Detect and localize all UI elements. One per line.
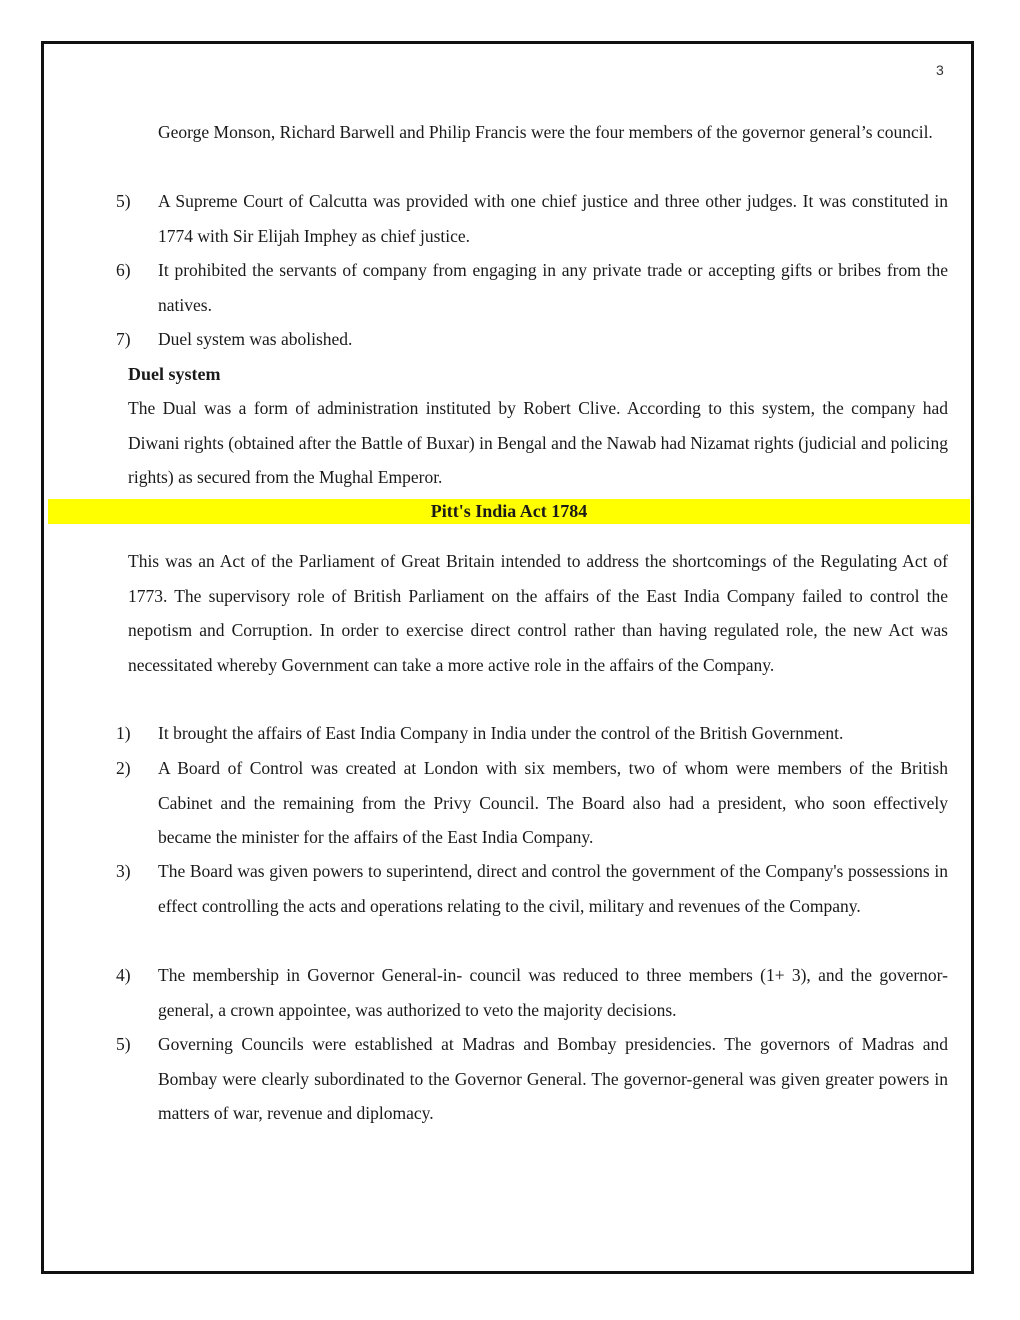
list-item-number: 7) [116, 329, 131, 349]
list-item-number: 1) [116, 723, 131, 743]
list-item-continuation: George Monson, Richard Barwell and Philip Francis were the four members of the governor general’s council. [158, 122, 933, 142]
list-item [116, 253, 948, 322]
list-item [116, 1027, 948, 1131]
list-item-text: Duel system was abolished. [158, 329, 353, 349]
list-item-text: The membership in Governor General-in- council was reduced to three members (1+ 3), and the governor-general, a crown appointee, was authorized to veto the majority decisions. [158, 965, 948, 1020]
list-item-text: It prohibited the servants of company from engaging in any private trade or accepting gifts or bribes from the natives. [158, 260, 948, 315]
list-item [116, 854, 948, 923]
list-item-number: 5) [116, 1034, 131, 1054]
list-item-number: 3) [116, 861, 131, 881]
list-item-number: 5) [116, 191, 131, 211]
list-item [116, 184, 948, 253]
pitts-act-intro-paragraph: This was an Act of the Parliament of Great Britain intended to address the shortcomings of the Regulating Act of 1773. The supervisory role of British Parliament on the affairs of the East India Company failed to control the nepotism and Corruption. In order to exercise direct control rather than having regulated role, the new Act was necessitated whereby Government can take a more active role in the affairs of the Company. [128, 551, 948, 675]
list-item-text: The Board was given powers to superintend, direct and control the government of the Company's possessions in effect controlling the acts and operations relating to the civil, military and revenues of the Company. [158, 861, 948, 916]
list-item [116, 716, 948, 751]
section-title-banner: Pitt's India Act 1784 [48, 499, 970, 524]
list-item-number: 6) [116, 260, 131, 280]
list-item-text: A Supreme Court of Calcutta was provided with one chief justice and three other judges. It was constituted in 1774 with Sir Elijah Imphey as chief justice. [158, 191, 948, 246]
list-item [116, 751, 948, 855]
list-item-text: It brought the affairs of East India Company in India under the control of the British Government. [158, 723, 844, 743]
duel-system-paragraph: The Dual was a form of administration instituted by Robert Clive. According to this system, the company had Diwani rights (obtained after the Battle of Buxar) in Bengal and the Nawab had Nizamat rights (judicial and policing rights) as secured from the Mughal Emperor. [128, 398, 948, 487]
list-item-text: Governing Councils were established at Madras and Bombay presidencies. The governors of Madras and Bombay were clearly subordinated to the Governor General. The governor-general was given greater powers in matters of war, revenue and diplomacy. [158, 1034, 948, 1123]
list-item [116, 958, 948, 1027]
list-item-text: A Board of Control was created at London with six members, two of whom were members of the British Cabinet and the remaining from the Privy Council. The Board also had a president, who soon effectively became the minister for the affairs of the East India Company. [158, 758, 948, 847]
list-item-number: 2) [116, 758, 131, 778]
list-item-number: 4) [116, 965, 131, 985]
list-item [116, 322, 948, 357]
section-heading-duel-system: Duel system [128, 364, 221, 384]
page-number: 3 [936, 62, 944, 78]
